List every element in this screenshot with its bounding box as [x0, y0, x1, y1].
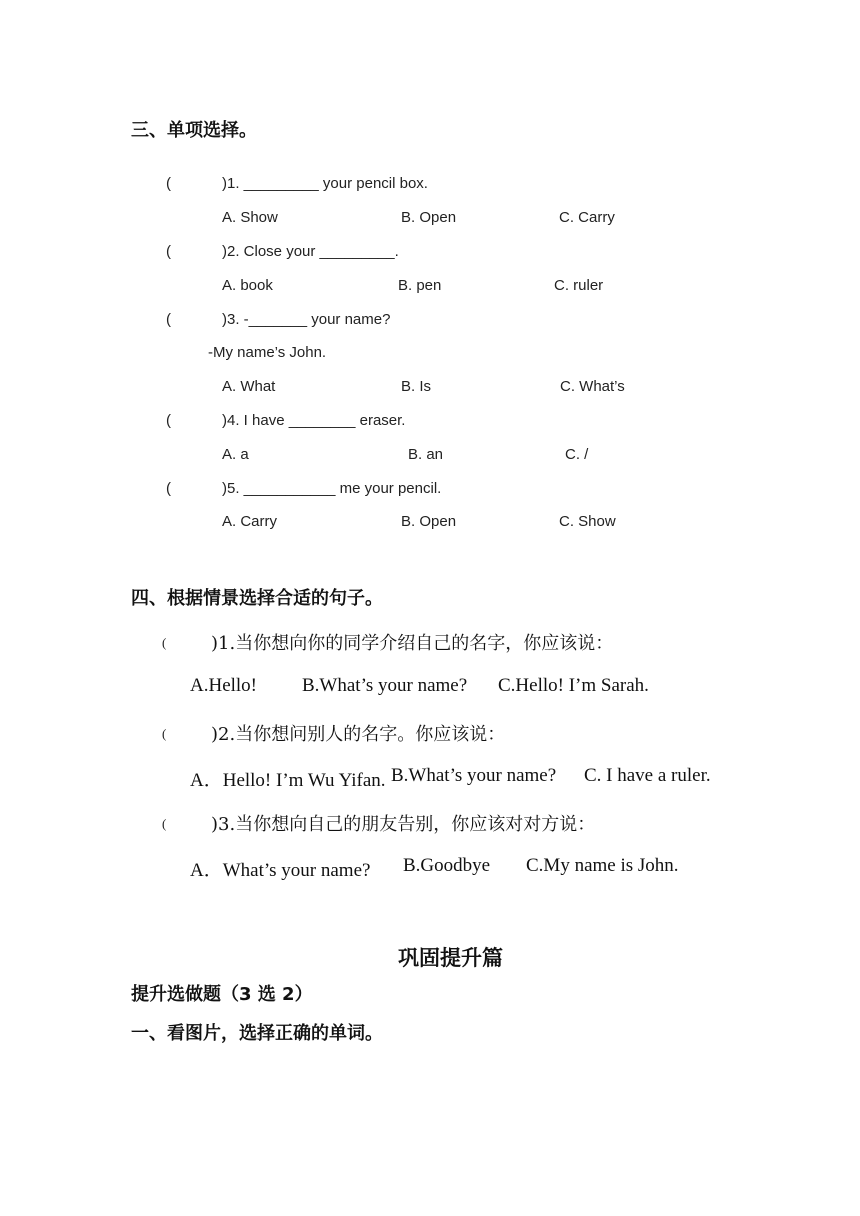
- option-a: A.Hello!: [190, 675, 258, 696]
- option-a: A．Hello! I’m Wu Yifan.: [190, 770, 386, 791]
- option-b: B.What’s your name?: [302, 675, 468, 696]
- question-stem: )1. _________ your pencil box.: [222, 175, 428, 192]
- question-reply: -My name’s John.: [208, 344, 327, 361]
- answer-paren: (: [162, 816, 167, 831]
- option-b: B. an: [408, 446, 444, 463]
- question-stem: )3. -_______ your name?: [222, 311, 391, 328]
- option-a: A. Carry: [222, 513, 278, 530]
- option-a: A. a: [222, 446, 249, 463]
- part-title: 巩固提升篇: [398, 946, 503, 970]
- option-c: C. What’s: [560, 378, 625, 395]
- question-stem: )2. Close your _________.: [222, 243, 399, 260]
- question-stem: )4. I have ________ eraser.: [222, 412, 406, 429]
- answer-paren: (: [166, 175, 171, 192]
- option-b: B. Is: [401, 378, 432, 395]
- answer-paren: (: [166, 311, 171, 328]
- question-stem: )5. ___________ me your pencil.: [222, 480, 442, 497]
- answer-paren: (: [166, 243, 171, 260]
- section-3-title: 三、单项选择。: [131, 120, 257, 141]
- option-b: B. Open: [401, 209, 457, 226]
- section-4-title: 四、根据情景选择合适的句子。: [131, 588, 383, 609]
- question-stem: )3.当你想向自己的朋友告别，你应该对对方说：: [211, 814, 596, 835]
- option-c: C. I have a ruler.: [584, 765, 711, 786]
- option-c: C. /: [565, 446, 589, 463]
- optional-title: 提升选做题（3 选 2）: [131, 984, 313, 1005]
- option-a: A. book: [222, 277, 273, 294]
- option-b: B.Goodbye: [403, 855, 491, 876]
- question-stem: )1.当你想向你的同学介绍自己的名字，你应该说：: [211, 633, 614, 654]
- section-1-title: 一、看图片，选择正确的单词。: [131, 1023, 383, 1044]
- option-a: A．What’s your name?: [190, 860, 371, 881]
- option-c: C.My name is John.: [526, 855, 679, 876]
- option-c: C. Carry: [559, 209, 615, 226]
- answer-paren: (: [166, 412, 171, 429]
- option-c: C. ruler: [554, 277, 604, 294]
- option-b: B. Open: [401, 513, 457, 530]
- option-b: B.What’s your name?: [391, 765, 557, 786]
- answer-paren: (: [162, 635, 167, 650]
- option-c: C.Hello! I’m Sarah.: [498, 675, 649, 696]
- option-a: A. What: [222, 378, 276, 395]
- option-c: C. Show: [559, 513, 616, 530]
- answer-paren: (: [166, 480, 171, 497]
- option-a: A. Show: [222, 209, 278, 226]
- question-stem: )2.当你想问别人的名字。你应该说：: [211, 724, 506, 745]
- option-b: B. pen: [398, 277, 442, 294]
- answer-paren: (: [162, 726, 167, 741]
